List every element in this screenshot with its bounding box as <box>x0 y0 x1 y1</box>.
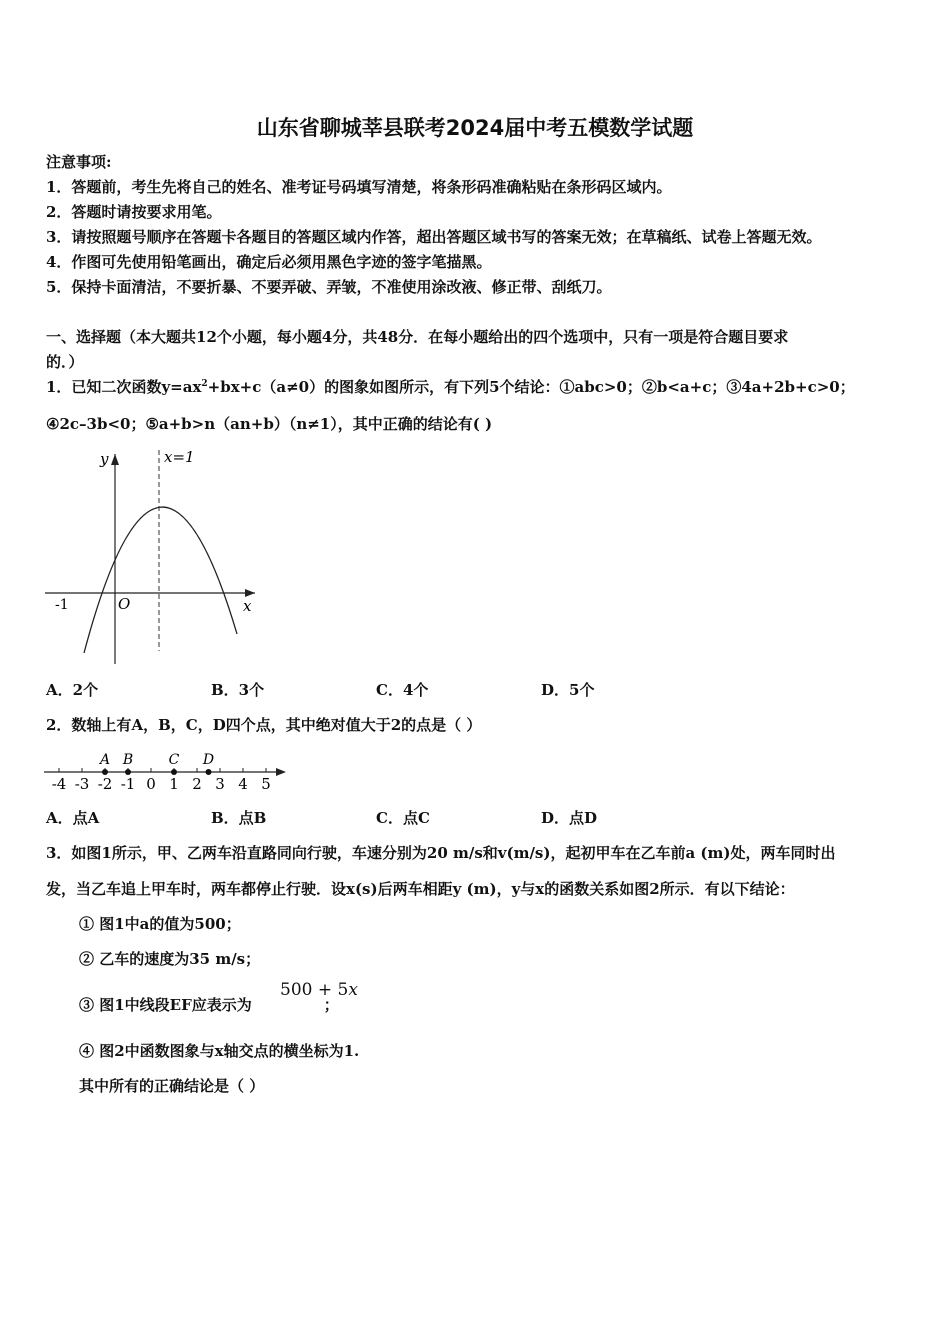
notice-item-3: 3．请按照题号顺序在答题卡各题目的答题区域内作答，超出答题区域书写的答案无效；在草稿纸、试卷上答题无效。 <box>46 228 822 246</box>
origin-label: O <box>118 595 131 613</box>
number-line-tick-label: 5 <box>261 775 271 793</box>
formula-variable: x <box>348 980 358 1000</box>
section-heading-line1: 一、选择题（本大题共12个小题，每小题4分，共48分．在每小题给出的四个选项中，只有一项是符合题目要求 <box>46 328 789 346</box>
number-line-point <box>171 769 177 775</box>
q1-stem-part1: 1．已知二次函数y=ax <box>46 378 202 396</box>
number-line-arrow <box>276 768 286 776</box>
y-axis-arrow <box>111 454 119 465</box>
q3-statement-3-suffix: ； <box>323 996 339 1014</box>
number-line-point-label: D <box>202 752 215 768</box>
q1-option-d[interactable]: D．5个 <box>541 681 595 699</box>
symmetry-axis-label: x=1 <box>164 448 195 466</box>
number-line-point <box>125 769 131 775</box>
notice-item-2: 2．答题时请按要求用笔。 <box>46 203 222 221</box>
q3-stem-line2: 发，当乙车追上甲车时，两车都停止行驶．设x(s)后两车相距y (m)，y与x的函数关系如图2所示．有以下结论： <box>46 880 795 898</box>
number-line-tick-label: 4 <box>238 775 248 793</box>
q3-question: 其中所有的正确结论是（ ） <box>79 1077 265 1095</box>
q1-option-b[interactable]: B．3个 <box>211 681 265 699</box>
parabola-curve <box>84 507 237 653</box>
notice-item-4: 4．作图可先使用铅笔画出，确定后必须用黑色字迹的签字笔描黑。 <box>46 253 492 271</box>
notice-item-5: 5．保持卡面清洁，不要折暴、不要弄破、弄皱，不准使用涂改液、修正带、刮纸刀。 <box>46 278 612 296</box>
number-line-point-label: A <box>99 752 111 768</box>
q3-statement-1: ① 图1中a的值为500； <box>79 915 241 933</box>
section-heading-line2: 的．） <box>46 353 84 371</box>
number-line-tick-label: 3 <box>215 775 225 793</box>
q2-option-b[interactable]: B．点B <box>211 809 267 827</box>
number-line-tick-label: 2 <box>192 775 202 793</box>
q1-stem-line1 <box>46 377 855 397</box>
q3-stem-line1: 3．如图1所示，甲、乙两车沿直路同向行驶，车速分别为20 m/s和v(m/s)，起初甲车在乙车前a (m)处，两车同时出 <box>46 844 836 862</box>
formula-number: 500 + 5 <box>280 980 349 1000</box>
notice-item-1: 1．答题前，考生先将自己的姓名、准考证号码填写清楚，将条形码准确粘贴在条形码区域内。 <box>46 178 672 196</box>
number-line-tick-label: -1 <box>120 775 136 793</box>
q1-option-c[interactable]: C．4个 <box>376 681 429 699</box>
x-axis-arrow <box>245 589 255 597</box>
q1-stem-part2: +bx+c（a≠0）的图象如图所示，有下列5个结论：①abc>0；②b<a+c；③4a+2b+c>0； <box>207 378 855 396</box>
q2-option-c[interactable]: C．点C <box>376 809 430 827</box>
page-title: 山东省聊城莘县联考2024届中考五模数学试题 <box>256 116 694 140</box>
q3-ef-formula <box>280 980 358 1000</box>
q3-statement-3-prefix: ③ 图1中线段EF应表示为 <box>79 996 252 1014</box>
number-line-tick-label: 0 <box>146 775 156 793</box>
y-axis-label: y <box>100 450 109 468</box>
number-line-point-label: C <box>168 752 180 768</box>
q1-option-a[interactable]: A．2个 <box>46 681 99 699</box>
number-line-tick-label: -2 <box>97 775 113 793</box>
q1-parabola-graph <box>40 446 265 668</box>
q2-number-line <box>42 746 290 794</box>
number-line-point <box>206 769 212 775</box>
number-line-tick-label: -3 <box>74 775 90 793</box>
number-line-tick-label: -4 <box>51 775 67 793</box>
q3-statement-2: ② 乙车的速度为35 m/s； <box>79 950 261 968</box>
q2-option-a[interactable]: A．点A <box>46 809 100 827</box>
q1-stem-line2: ④2c–3b<0；⑤a+b>n（an+b）（n≠1），其中正确的结论有( ) <box>46 415 493 433</box>
q2-option-d[interactable]: D．点D <box>541 809 598 827</box>
number-line-tick-label: 1 <box>169 775 179 793</box>
q1-superscript: 2 <box>201 379 208 389</box>
q2-stem: 2．数轴上有A，B，C，D四个点，其中绝对值大于2的点是（ ） <box>46 716 482 734</box>
neg-one-label: -1 <box>55 597 69 613</box>
notice-heading: 注意事项: <box>46 153 112 171</box>
x-axis-label: x <box>243 597 252 615</box>
number-line-point <box>102 769 108 775</box>
q3-statement-4: ④ 图2中函数图象与x轴交点的横坐标为1. <box>79 1042 360 1060</box>
number-line-point-label: B <box>122 752 134 768</box>
